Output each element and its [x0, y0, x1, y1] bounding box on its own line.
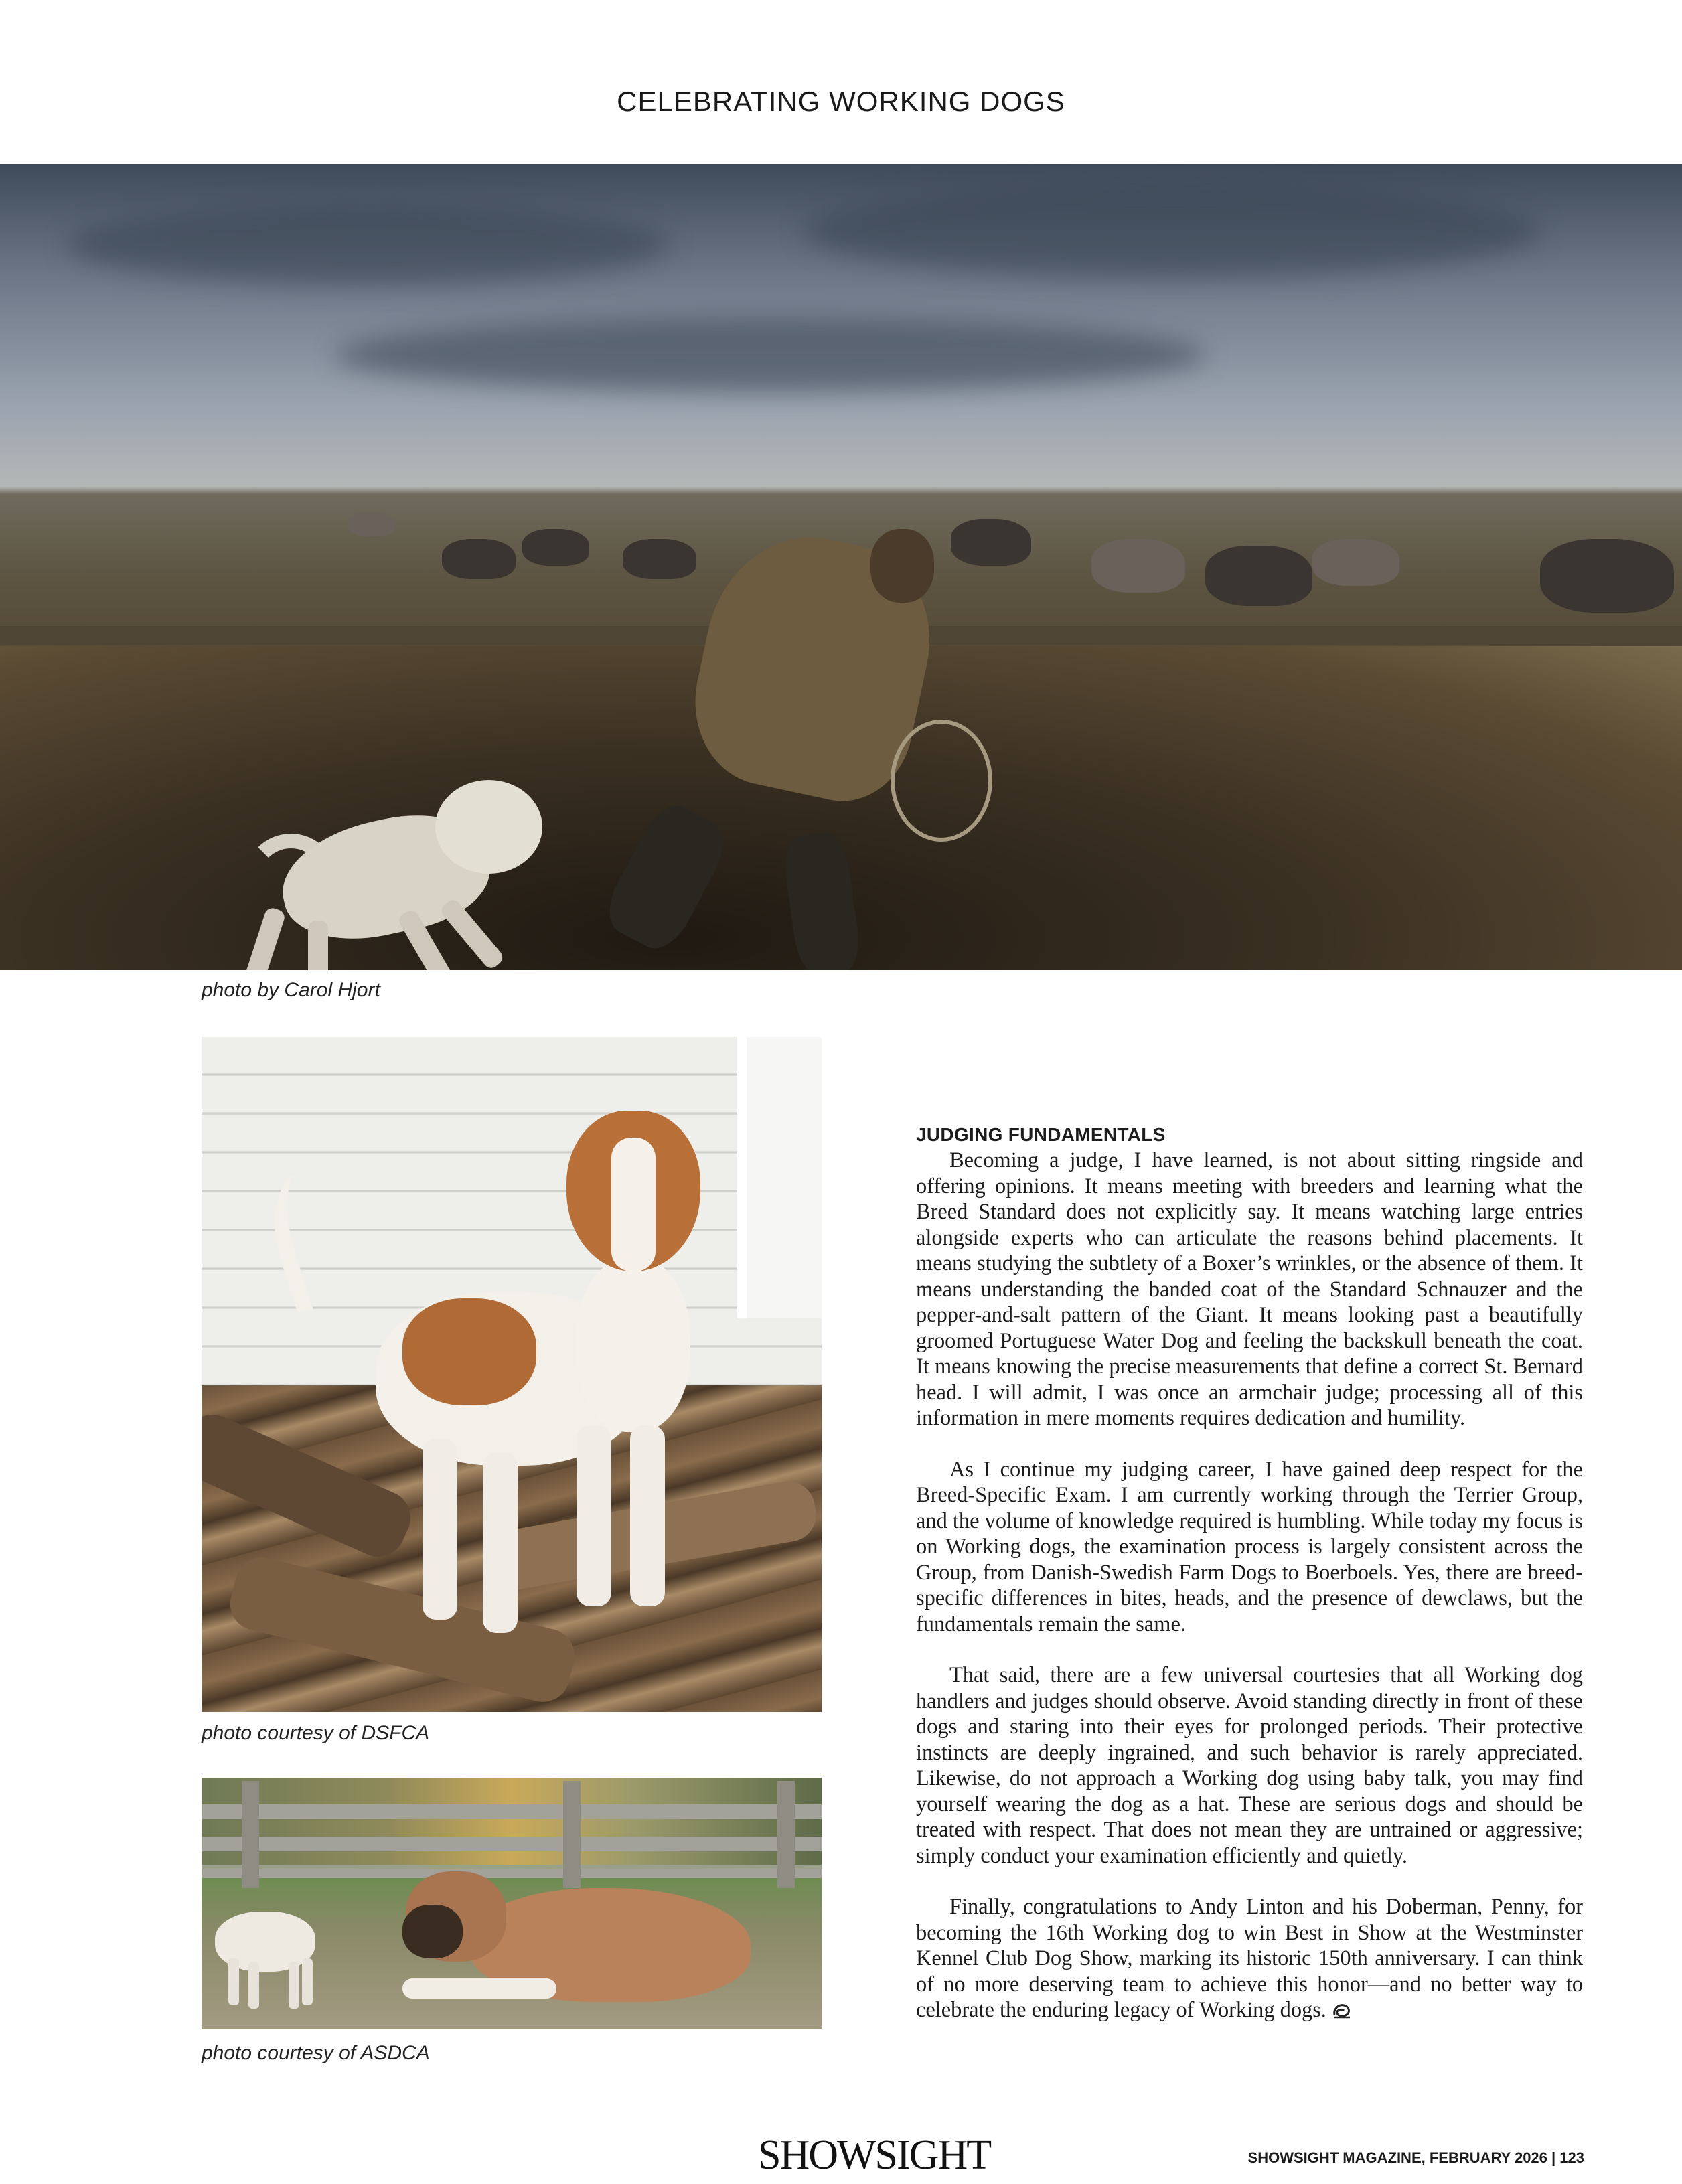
hero-photo-caption: photo by Carol Hjort	[202, 979, 380, 1001]
photo-anatolian-shepherd-goat	[202, 1778, 822, 2029]
article-paragraph: That said, there are a few universal courtesies that all Working dog handlers and judges should observe. Avoid standing directly in front of these dogs and staring into their eyes for prolonged periods. Their protective instincts are deeply ingrained, and such behavior is rarely appreciated. Likewise, do not approach a Working dog using baby talk, you may find yourself wearing the dog as a hat. These are serious dogs and should be treated with respect. That does not mean they are untrained or aggressive; simply conduct your examination efficiently and quietly.	[916, 1663, 1583, 1868]
article-paragraph-final-text: Finally, congratulations to Andy Linton and his Doberman, Penny, for becoming the 16th Working dog to win Best in Show at the Westminster Kennel Club Dog Show, marking its historic 150th anniversary. I can think of no more deserving team to achieve this honor—and no better way to celebrate the enduring legacy of Working dogs.	[916, 1895, 1583, 2022]
end-of-article-icon	[1332, 2001, 1352, 2019]
asdca-photo-caption: photo courtesy of ASDCA	[202, 2042, 430, 2064]
dsfca-photo-caption: photo courtesy of DSFCA	[202, 1722, 430, 1744]
section-heading: JUDGING FUNDAMENTALS	[916, 1124, 1166, 1145]
article-body	[916, 1122, 1583, 2023]
page-header-title: CELEBRATING WORKING DOGS	[617, 86, 1065, 117]
hero-photo-herder-dog-reindeer	[0, 164, 1682, 970]
article-paragraph: As I continue my judging career, I have gained deep respect for the Breed-Specific Exam. I am currently working through the Terrier Group, and the volume of knowledge required is humbling. While today my focus is on Working dogs, the examination process is largely consistent across the Group, from Danish-Swedish Farm Dogs to Boerboels. Yes, there are breed-specific differences in bites, heads, and the presence of dewclaws, but the fundamentals remain the same.	[916, 1457, 1583, 1636]
footer-issue-page: SHOWSIGHT MAGAZINE, FEBRUARY 2026 | 123	[1247, 2149, 1584, 2166]
article-paragraph-final	[916, 1894, 1583, 2023]
photo-danish-swedish-farmdog	[202, 1037, 822, 1712]
article-paragraph: Becoming a judge, I have learned, is not about sitting ringside and offering opinions. It means meeting with breeders and learning what the Breed Standard does not explicitly say. It means watching large entries alongside experts who can articulate the reasons behind placements. It means studying the subtlety of a Boxer’s wrinkles, or the absence of them. It means understanding the banded coat of the Standard Schnauzer and the pepper-and-salt pattern of the Giant. It means looking past a beautifully groomed Portuguese Water Dog and feeling the backskull beneath the coat. It means knowing the precise measurements that define a correct St. Bernard head. I will admit, I was once an armchair judge; processing all of this information in mere moments requires dedication and humility.	[916, 1148, 1583, 1430]
showsight-logo: SHOWSIGHT	[758, 2132, 991, 2178]
